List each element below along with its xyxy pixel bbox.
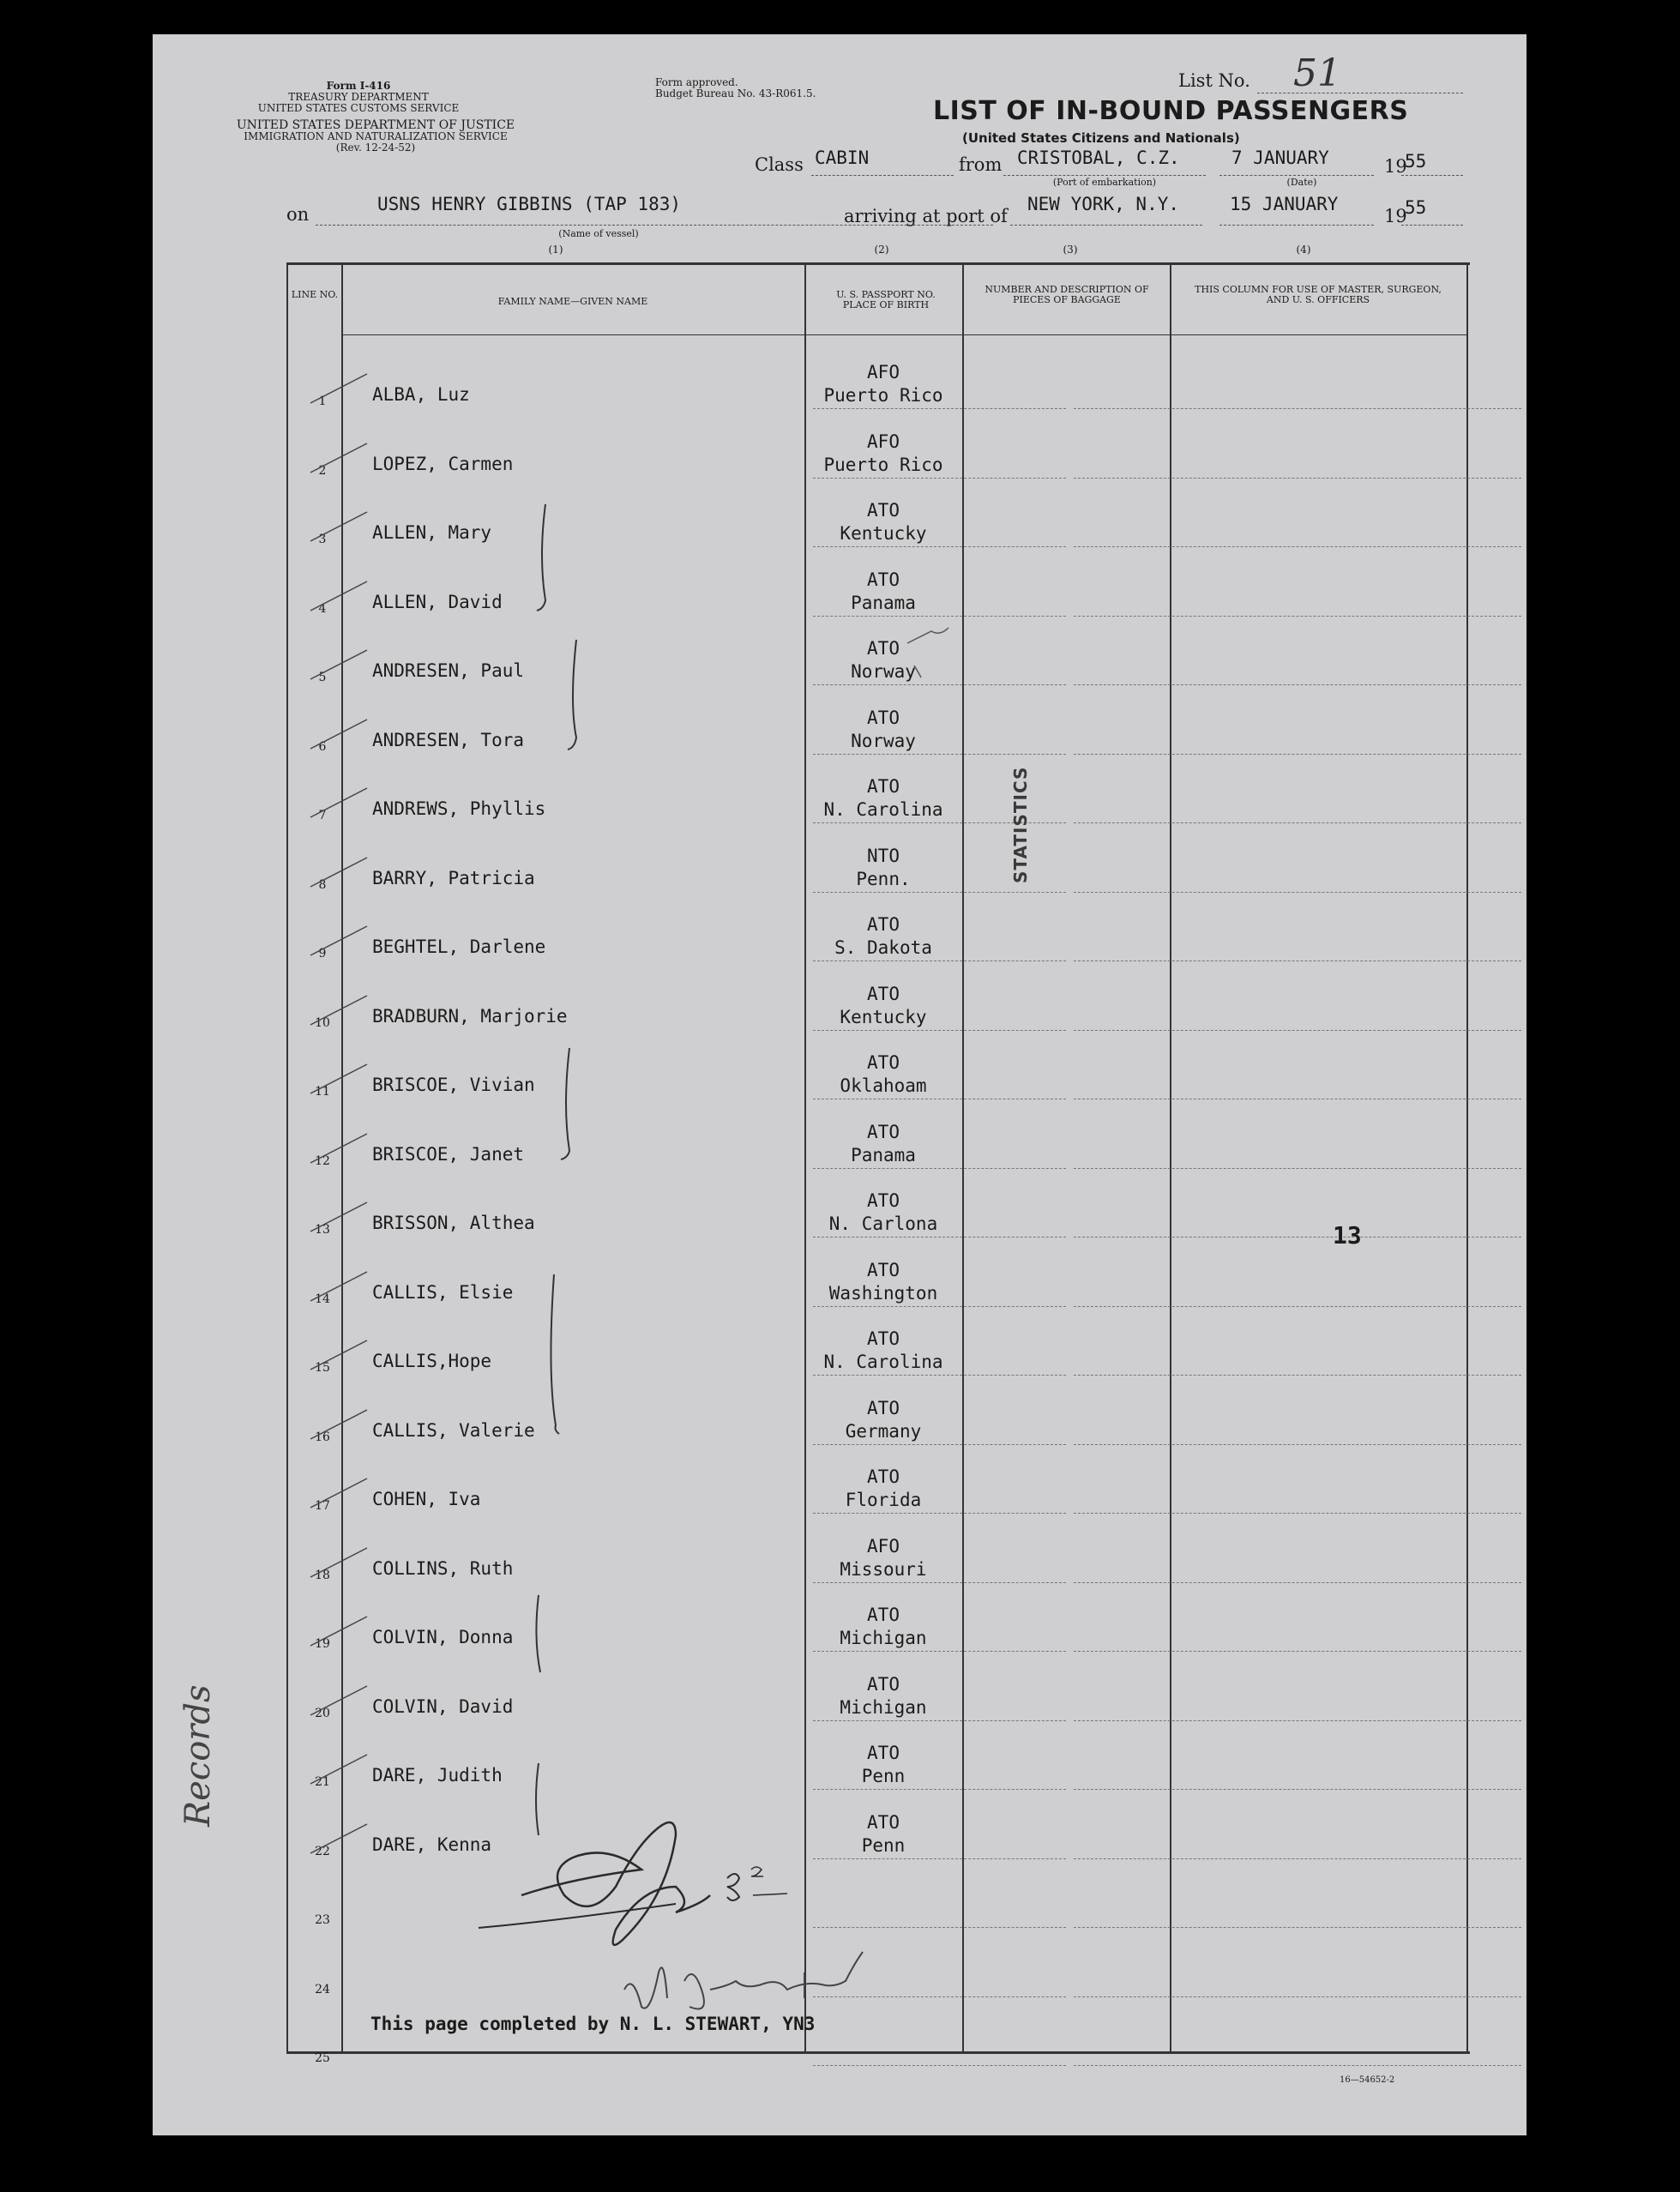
row-name: COLVIN, David [372, 1695, 514, 1717]
row-passport: ATO [867, 1743, 900, 1763]
row-passport: ATO [867, 983, 900, 1004]
row-passport: ATO [867, 1190, 900, 1211]
header-line-no: LINE NO. [291, 289, 339, 300]
row-passport: ATO [867, 569, 900, 590]
depart-year: 55 [1405, 151, 1427, 172]
justice-dept: UNITED STATES DEPARTMENT OF JUSTICE [236, 118, 515, 132]
row-line-number: 7 [318, 809, 327, 822]
row-passport: AFO [867, 1535, 900, 1557]
signature-stewart [607, 1938, 899, 2041]
row-birthplace: Norway [851, 730, 916, 751]
row-passport: ATO [867, 1605, 900, 1625]
from-value: CRISTOBAL, C.Z. [1017, 148, 1180, 168]
customs-service: UNITED STATES CUSTOMS SERVICE [257, 102, 460, 114]
row-name: ANDRESEN, Paul [372, 660, 525, 681]
class-label: Class [755, 154, 804, 175]
row-name: DARE, Judith [372, 1765, 503, 1786]
records-margin-note: Records [178, 1684, 218, 1827]
treasury-dept: TREASURY DEPARTMENT [288, 91, 429, 103]
row-passport: ATO [867, 776, 900, 797]
row-name: BARRY, Patricia [372, 867, 535, 888]
row-birthplace: N. Carolina [823, 799, 943, 820]
row-line-number: 20 [315, 1706, 330, 1720]
row-line-number: 5 [318, 671, 327, 684]
class-value: CABIN [815, 148, 870, 168]
header-baggage: NUMBER AND DESCRIPTION OF PIECES OF BAGGAGE [985, 284, 1149, 305]
row-birthplace: Michigan [840, 1696, 927, 1718]
row-name: ALLEN, Mary [372, 522, 492, 543]
col-num-4: (4) [1296, 244, 1311, 256]
arriving-label: arriving at port of [844, 206, 1008, 226]
on-label: on [286, 204, 310, 225]
officer-count: 13 [1333, 1221, 1362, 1250]
manifest-sheet [153, 34, 1526, 2135]
statistics-stamp: STATISTICS [1010, 766, 1031, 883]
arrival-year: 55 [1405, 197, 1427, 218]
page-subtitle: (United States Citizens and Nationals) [962, 130, 1240, 146]
row-birthplace: Puerto Rico [823, 454, 943, 475]
row-passport: ATO [867, 1328, 900, 1349]
row-birthplace: Kentucky [840, 1006, 927, 1027]
row-line-number: 8 [318, 877, 327, 892]
depart-year-prefix: 19 [1384, 156, 1407, 177]
row-passport: ATO [867, 707, 900, 728]
row-birthplace: Puerto Rico [823, 385, 943, 406]
row-line-number: 24 [315, 1982, 330, 1996]
row-birthplace: Florida [845, 1490, 922, 1510]
row-name: BRADBURN, Marjorie [372, 1005, 568, 1027]
row-birthplace: N. Carolina [823, 1352, 943, 1372]
row-birthplace: Oklahoam [840, 1075, 927, 1096]
row-birthplace: Penn. [856, 868, 911, 889]
row-birthplace: N. Carlona [828, 1213, 938, 1234]
bracket-marks [153, 34, 1526, 2135]
from-label: from [959, 154, 1003, 175]
row-passport: ATO [867, 1673, 900, 1695]
col-num-3: (3) [1063, 244, 1078, 256]
completed-by: This page completed by N. L. STEWART, YN3 [370, 2014, 816, 2034]
arrival-port: NEW YORK, N.Y. [1027, 194, 1180, 214]
row-name: CALLIS, Elsie [372, 1281, 514, 1303]
row-name: ALBA, Luz [372, 384, 470, 405]
row-name: CALLIS,Hope [372, 1351, 492, 1371]
row-birthplace: Washington [828, 1282, 938, 1304]
row-passport: ATO [867, 1259, 900, 1280]
header-officers: THIS COLUMN FOR USE OF MASTER, SURGEON, AND U. S. OFFICERS [1195, 284, 1442, 305]
list-no-label: List No. [1178, 70, 1250, 91]
row-line-number: 19 [315, 1637, 330, 1651]
row-name: BRISCOE, Vivian [372, 1075, 535, 1095]
form-number: Form I-416 [326, 80, 391, 92]
revision: (Rev. 12-24-52) [335, 142, 416, 154]
row-name: COLVIN, Donna [372, 1627, 514, 1647]
row-passport: ATO [867, 638, 900, 659]
row-name: BRISSON, Althea [372, 1213, 535, 1233]
row-passport: ATO [867, 500, 900, 521]
row-birthplace: Norway [851, 661, 916, 682]
row-name: BEGHTEL, Darlene [372, 936, 546, 957]
row-birthplace: Penn [861, 1766, 906, 1786]
row-line-number: 16 [315, 1430, 330, 1444]
row-birthplace: Panama [851, 592, 916, 613]
row-line-number: 21 [315, 1775, 330, 1789]
footer-code: 16—54652-2 [1340, 2075, 1395, 2085]
row-passport: ATO [867, 1052, 900, 1073]
row-passport: AFO [867, 362, 900, 382]
ins-service: IMMIGRATION AND NATURALIZATION SERVICE [244, 130, 508, 142]
row-line-number: 18 [315, 1568, 330, 1582]
date-caption: (Date) [1286, 177, 1317, 188]
col-num-2: (2) [874, 244, 889, 256]
arrival-year-prefix: 19 [1384, 206, 1407, 226]
row-line-number: 23 [315, 1913, 330, 1927]
row-birthplace: S. Dakota [834, 937, 932, 958]
row-birthplace: Panama [851, 1144, 916, 1165]
row-line-number: 17 [315, 1499, 330, 1513]
signature-lopez [470, 1775, 830, 1964]
row-name: COLLINS, Ruth [372, 1557, 514, 1579]
row-line-number: 14 [315, 1292, 330, 1306]
row-passport: AFO [867, 431, 900, 452]
col-num-1: (1) [548, 244, 563, 256]
row-line-number: 6 [318, 739, 327, 754]
row-birthplace: Missouri [840, 1558, 927, 1580]
row-line-number: 10 [315, 1015, 330, 1030]
row-name: BRISCOE, Janet [372, 1143, 525, 1165]
row-passport: NTO [867, 845, 900, 866]
row-name: LOPEZ, Carmen [372, 453, 514, 474]
row-line-number: 1 [318, 394, 327, 408]
row-line-number: 13 [315, 1223, 330, 1237]
row-name: ANDREWS, Phyllis [372, 798, 546, 819]
row-line-number: 3 [318, 533, 327, 546]
list-no-value: 51 [1293, 51, 1341, 95]
budget-bureau: Budget Bureau No. 43-R061.5. [655, 87, 816, 99]
vessel-caption: (Name of vessel) [558, 228, 639, 239]
row-line-number: 12 [315, 1153, 330, 1168]
row-birthplace: Michigan [840, 1628, 927, 1648]
header-passport: U. S. PASSPORT NO. PLACE OF BIRTH [836, 289, 936, 310]
row-line-number: 2 [318, 463, 327, 478]
row-line-number: 9 [318, 947, 327, 961]
row-name: ANDRESEN, Tora [372, 729, 525, 750]
row-name: CALLIS, Valerie [372, 1419, 535, 1441]
row-line-number: 25 [315, 2051, 330, 2065]
row-passport: ATO [867, 1397, 900, 1418]
form-approved: Form approved. [655, 76, 738, 88]
row-line-number: 4 [318, 601, 327, 616]
row-name: COHEN, Iva [372, 1489, 481, 1509]
header-name: FAMILY NAME—GIVEN NAME [497, 296, 648, 307]
row-passport: ATO [867, 1811, 900, 1833]
row-passport: ATO [867, 1466, 900, 1487]
vessel-name: USNS HENRY GIBBINS (TAP 183) [377, 194, 682, 214]
row-name: DARE, Kenna [372, 1834, 492, 1855]
page-title: LIST OF IN-BOUND PASSENGERS [933, 96, 1409, 126]
row-line-number: 15 [315, 1361, 330, 1375]
row-birthplace: Penn [861, 1834, 906, 1856]
row-line-number: 11 [315, 1085, 330, 1099]
depart-date: 7 JANUARY [1231, 148, 1329, 168]
arrival-date: 15 JANUARY [1230, 194, 1339, 214]
port-embark-caption: (Port of embarkation) [1052, 177, 1157, 188]
row-passport: ATO [867, 914, 900, 935]
row-birthplace: Kentucky [840, 523, 927, 544]
row-line-number: 22 [315, 1844, 330, 1858]
row-birthplace: Germany [845, 1420, 922, 1442]
row-passport: ATO [867, 1121, 900, 1142]
row-name: ALLEN, David [372, 591, 503, 612]
